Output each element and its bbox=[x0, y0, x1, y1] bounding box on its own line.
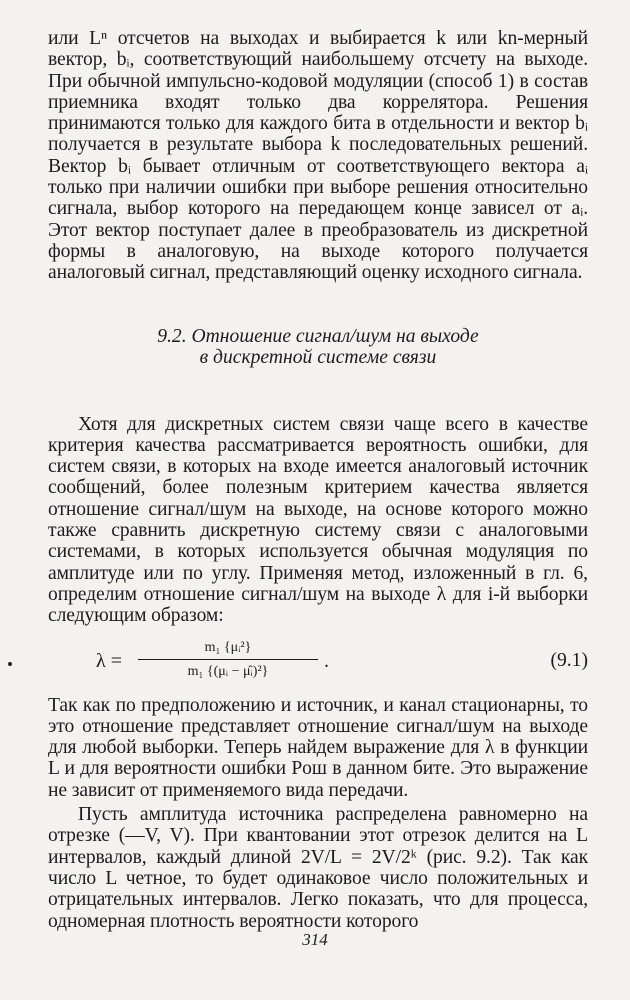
section-heading-line-1: 9.2. Отношение сигнал/шум на выходе bbox=[157, 325, 479, 347]
fraction-bar bbox=[138, 659, 318, 660]
formula-numerator: m₁ {μᵢ²} bbox=[204, 639, 252, 655]
formula-denominator: m₁ {(μᵢ − μ̂ᵢ)²} bbox=[187, 663, 269, 679]
equation-number: (9.1) bbox=[550, 649, 588, 671]
page-body bbox=[48, 28, 588, 932]
section-heading-line-2: в дискретной системе связи bbox=[199, 347, 437, 369]
paragraph-1: или Lⁿ отсчетов на выходах и выбирается k или kn-мерный вектор, bᵢ, соответствующий наибольшему отсчету на выходе. При обычной импульсно-кодовой модуляции (способ 1) в состав приемника входят только два коррелятора. Решения принимаются только для каждого бита в отдельности и вектор bᵢ получается в результате выбора k последовательных решений. Вектор bᵢ бывает отличным от соответствующего вектора aᵢ только при наличии ошибки при выборе решения относительно сигнала, выбор которого на передающем конце зависел от aᵢ. Этот вектор поступает далее в преобразователь из дискретной формы в аналоговую, на выходе которого получается аналоговый сигнал, представляющий оценку исходного сигнала. bbox=[48, 28, 588, 284]
paragraph-3: Так как по предположению и источник, и канал стационарны, то это отношение представляет отношение сигнал/шум на выходе для любой выборки. Теперь найдем выражение для λ в функции L и для вероятности ошибки Pош в данном бите. Это выражение не зависит от применяемого вида передачи. bbox=[48, 694, 588, 801]
formula-trailing-dot: . bbox=[324, 649, 329, 672]
formula-fraction bbox=[138, 639, 318, 681]
section-heading bbox=[48, 326, 588, 369]
formula-lhs: λ = bbox=[96, 649, 122, 672]
equation-9-1 bbox=[48, 633, 588, 693]
paragraph-2: Хотя для дискретных систем связи чаще всего в качестве критерия качества рассматривается вероятность ошибки, для систем связи, в которых на входе имеется аналоговый источник сообщений, более полезным критерием качества является отношение сигнал/шум на выходе, на основе которого можно также сравнить дискретную систему связи с аналоговыми системами, в которых используется обычная модуляция по амплитуде или по углу. Применяя метод, изложенный в гл. 6, определим отношение сигнал/шум на выходе λ для i-й выборки следующим образом: bbox=[48, 413, 588, 627]
margin-speck bbox=[8, 662, 12, 666]
page-number: 314 bbox=[302, 930, 328, 949]
paragraph-4: Пусть амплитуда источника распределена равномерно на отрезке (—V, V). При квантовании этот отрезок делится на L интервалов, каждый длиной 2V/L = 2V/2ᵏ (рис. 9.2). Так как число L четное, то будет одинаковое число положительных и отрицательных интервалов. Легко показать, что для процесса, одномерная плотность вероятности которого bbox=[48, 804, 588, 932]
